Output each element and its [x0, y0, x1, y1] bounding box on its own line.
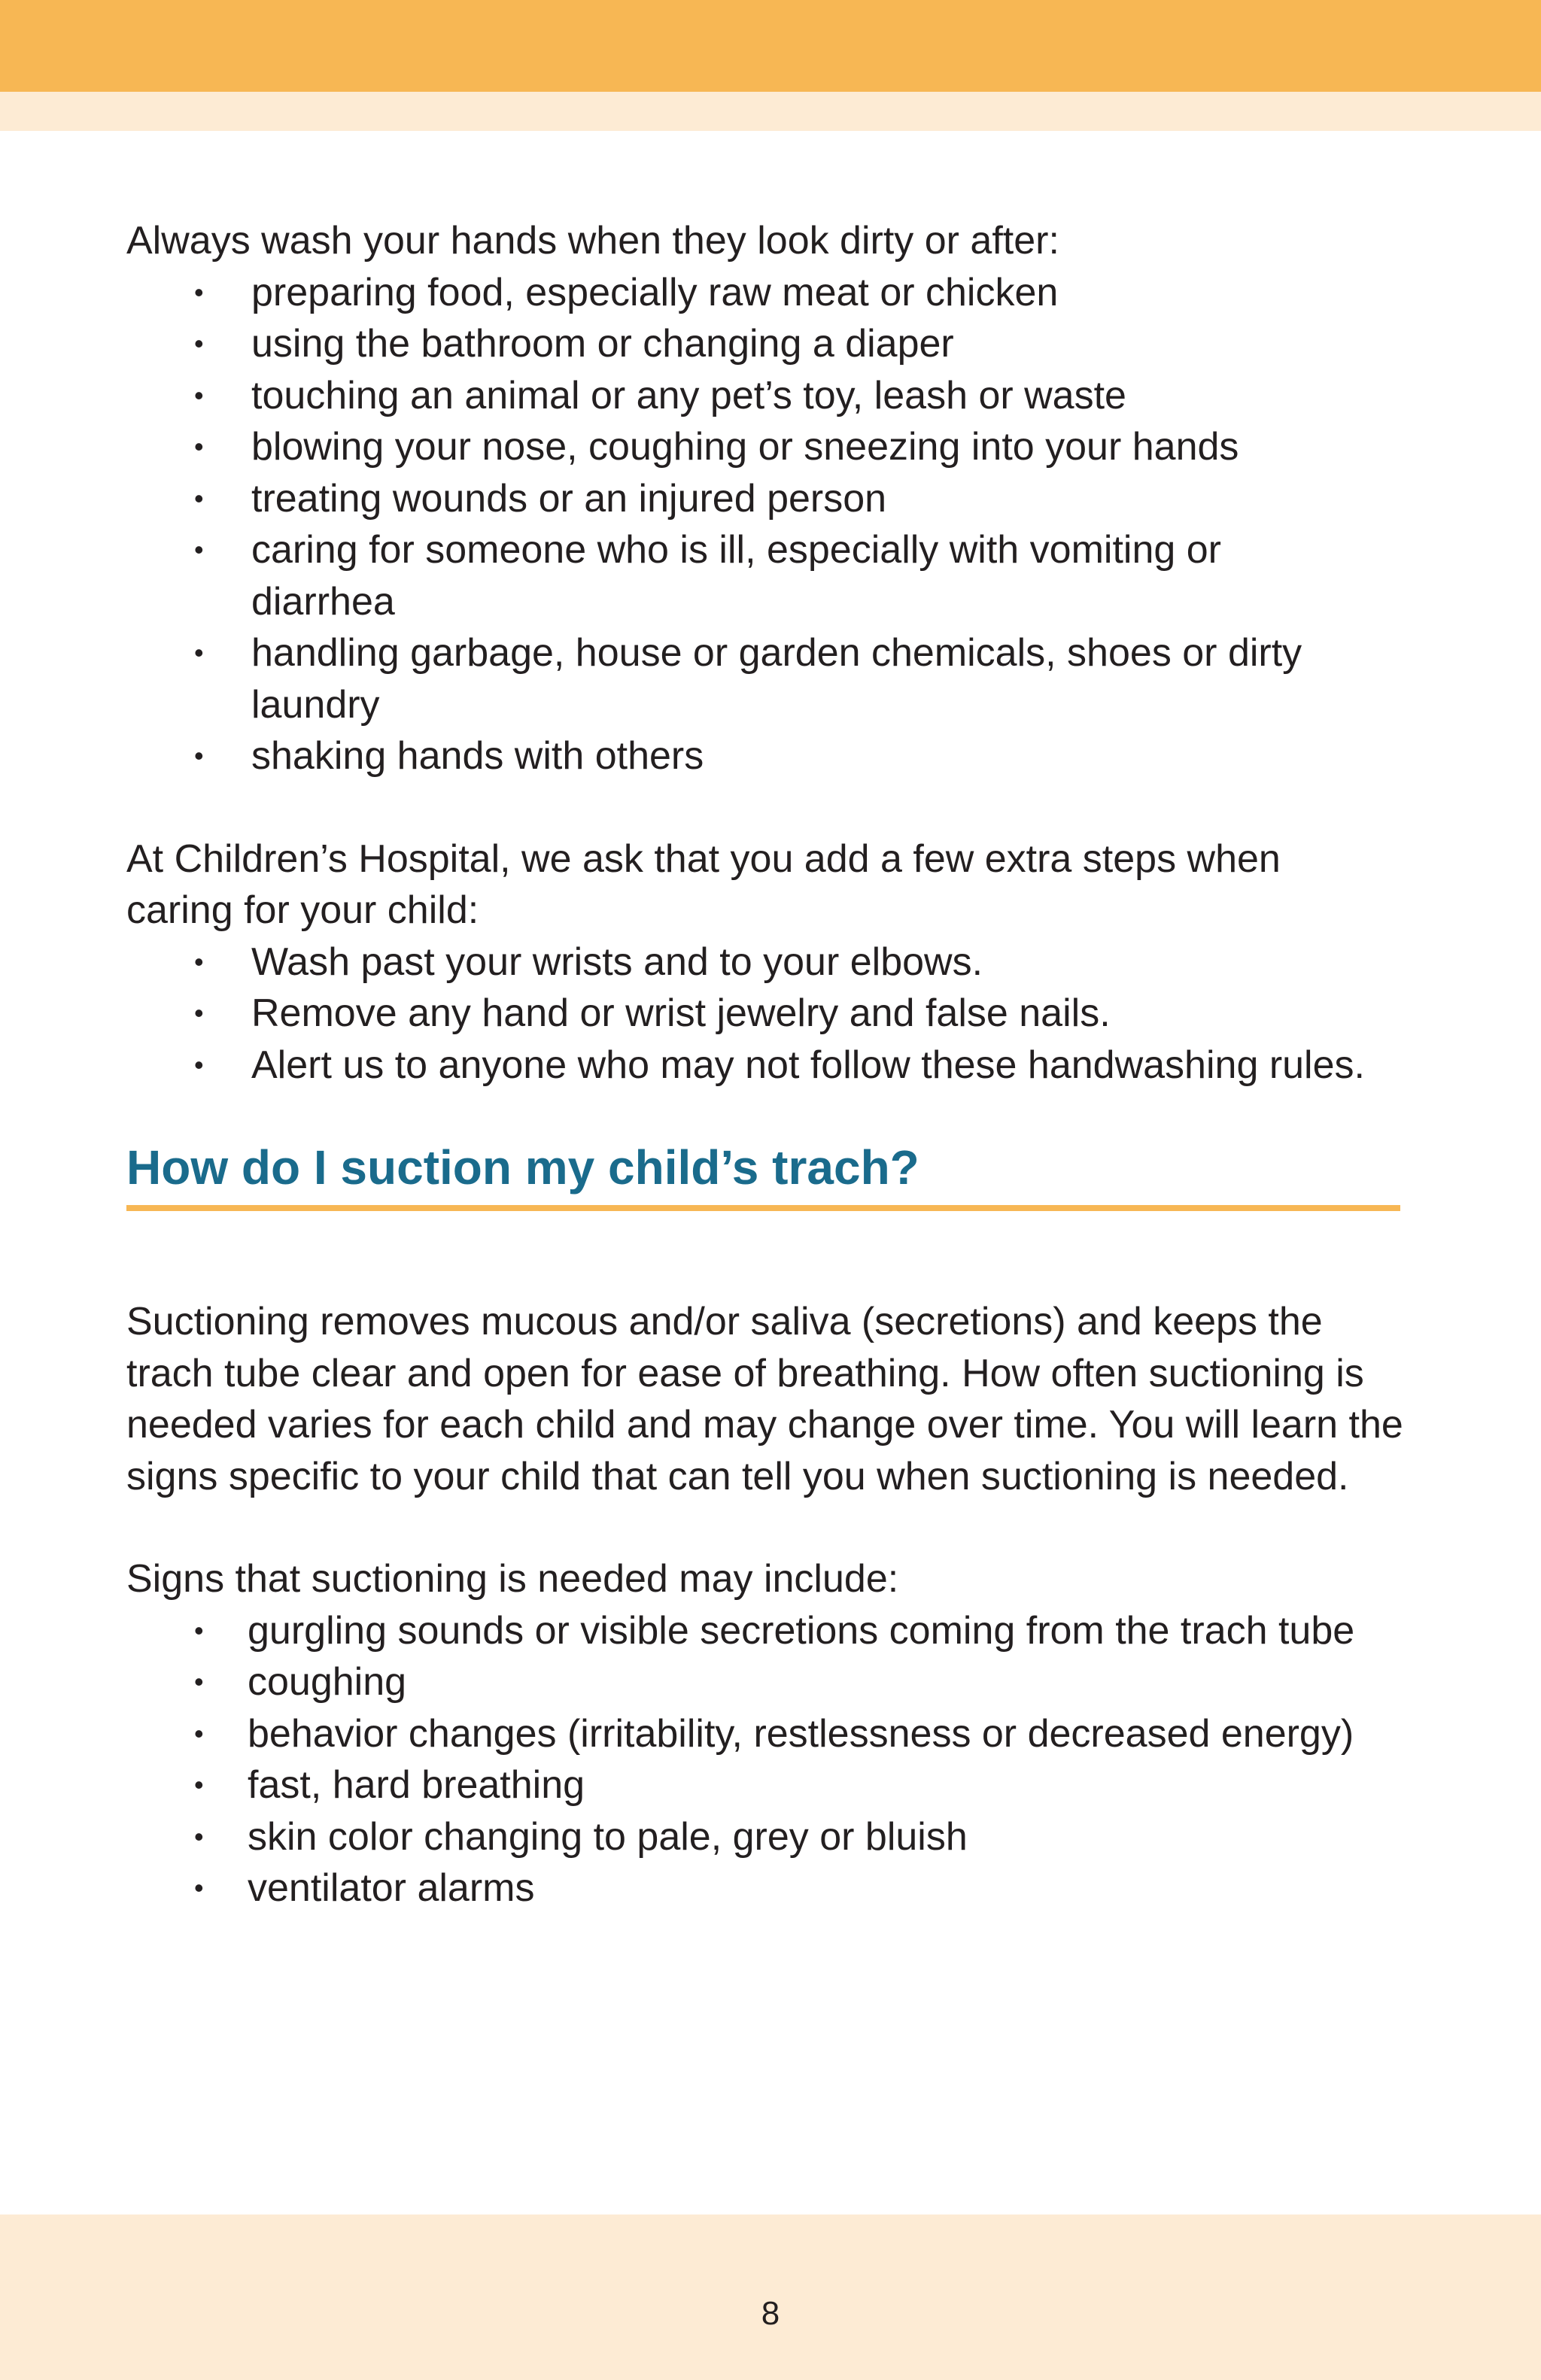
bullet-icon: • [194, 1614, 204, 1646]
page-number: 8 [761, 2295, 780, 2332]
bullet-icon: • [194, 1769, 204, 1801]
list-item: • fast, hard breathing [126, 1759, 1406, 1811]
bullet-icon: • [194, 379, 204, 411]
list-item: • blowing your nose, coughing or sneezing into your hands [126, 421, 1406, 473]
list-item: • skin color changing to pale, grey or bluish [126, 1811, 1406, 1863]
list-item: • gurgling sounds or visible secretions coming from the trach tube [126, 1605, 1406, 1657]
header-band-light [0, 92, 1541, 131]
list-item: • behavior changes (irritability, restlessness or decreased energy) [126, 1708, 1406, 1760]
list-item: • ventilator alarms [126, 1862, 1406, 1914]
list-item: • treating wounds or an injured person [126, 473, 1406, 525]
header-band [0, 0, 1541, 92]
list-item: • handling garbage, house or garden chemicals, shoes or dirty laundry [126, 627, 1365, 730]
bullet-icon: • [194, 328, 204, 359]
handwashing-intro: Always wash your hands when they look dirty or after: [126, 219, 1059, 263]
list-item: • caring for someone who is ill, especially with vomiting or diarrhea [126, 524, 1365, 627]
page-content [126, 215, 1406, 1914]
suction-paragraph: Suctioning removes mucous and/or saliva (secretions) and keeps the trach tube clear and open for ease of breathing. How often suctioning is needed varies for each child and may change over time. You will learn the signs specific to your child that can tell you when suctioning is needed. [126, 1300, 1403, 1498]
bullet-icon: • [194, 276, 204, 308]
list-item: • Remove any hand or wrist jewelry and false nails. [126, 988, 1406, 1040]
bullet-icon: • [194, 1872, 204, 1904]
bullet-icon: • [194, 997, 204, 1028]
list-item: • touching an animal or any pet’s toy, leash or waste [126, 370, 1406, 422]
list-item: • Alert us to anyone who may not follow these handwashing rules. [126, 1040, 1406, 1091]
list-item: • using the bathroom or changing a diaper [126, 318, 1406, 370]
hospital-list [126, 937, 1406, 1091]
list-item: • preparing food, especially raw meat or chicken [126, 267, 1406, 319]
signs-intro: Signs that suctioning is needed may include: [126, 1557, 899, 1601]
bullet-icon: • [194, 946, 204, 977]
bullet-icon: • [194, 431, 204, 462]
signs-list [126, 1605, 1406, 1914]
list-item: • Wash past your wrists and to your elbows. [126, 937, 1406, 988]
handwashing-list [126, 267, 1406, 782]
bullet-icon: • [194, 637, 204, 668]
bullet-icon: • [194, 1666, 204, 1698]
hospital-intro: At Children’s Hospital, we ask that you add a few extra steps when caring for your child: [126, 836, 1281, 932]
bullet-icon: • [194, 482, 204, 514]
bullet-icon: • [194, 740, 204, 771]
bullet-icon: • [194, 1820, 204, 1852]
bullet-icon: • [194, 1717, 204, 1749]
list-item: • coughing [126, 1656, 1406, 1708]
bullet-icon: • [194, 534, 204, 565]
section-heading: How do I suction my child’s trach? [126, 1136, 1400, 1211]
bullet-icon: • [194, 1049, 204, 1080]
list-item: • shaking hands with others [126, 730, 1406, 782]
